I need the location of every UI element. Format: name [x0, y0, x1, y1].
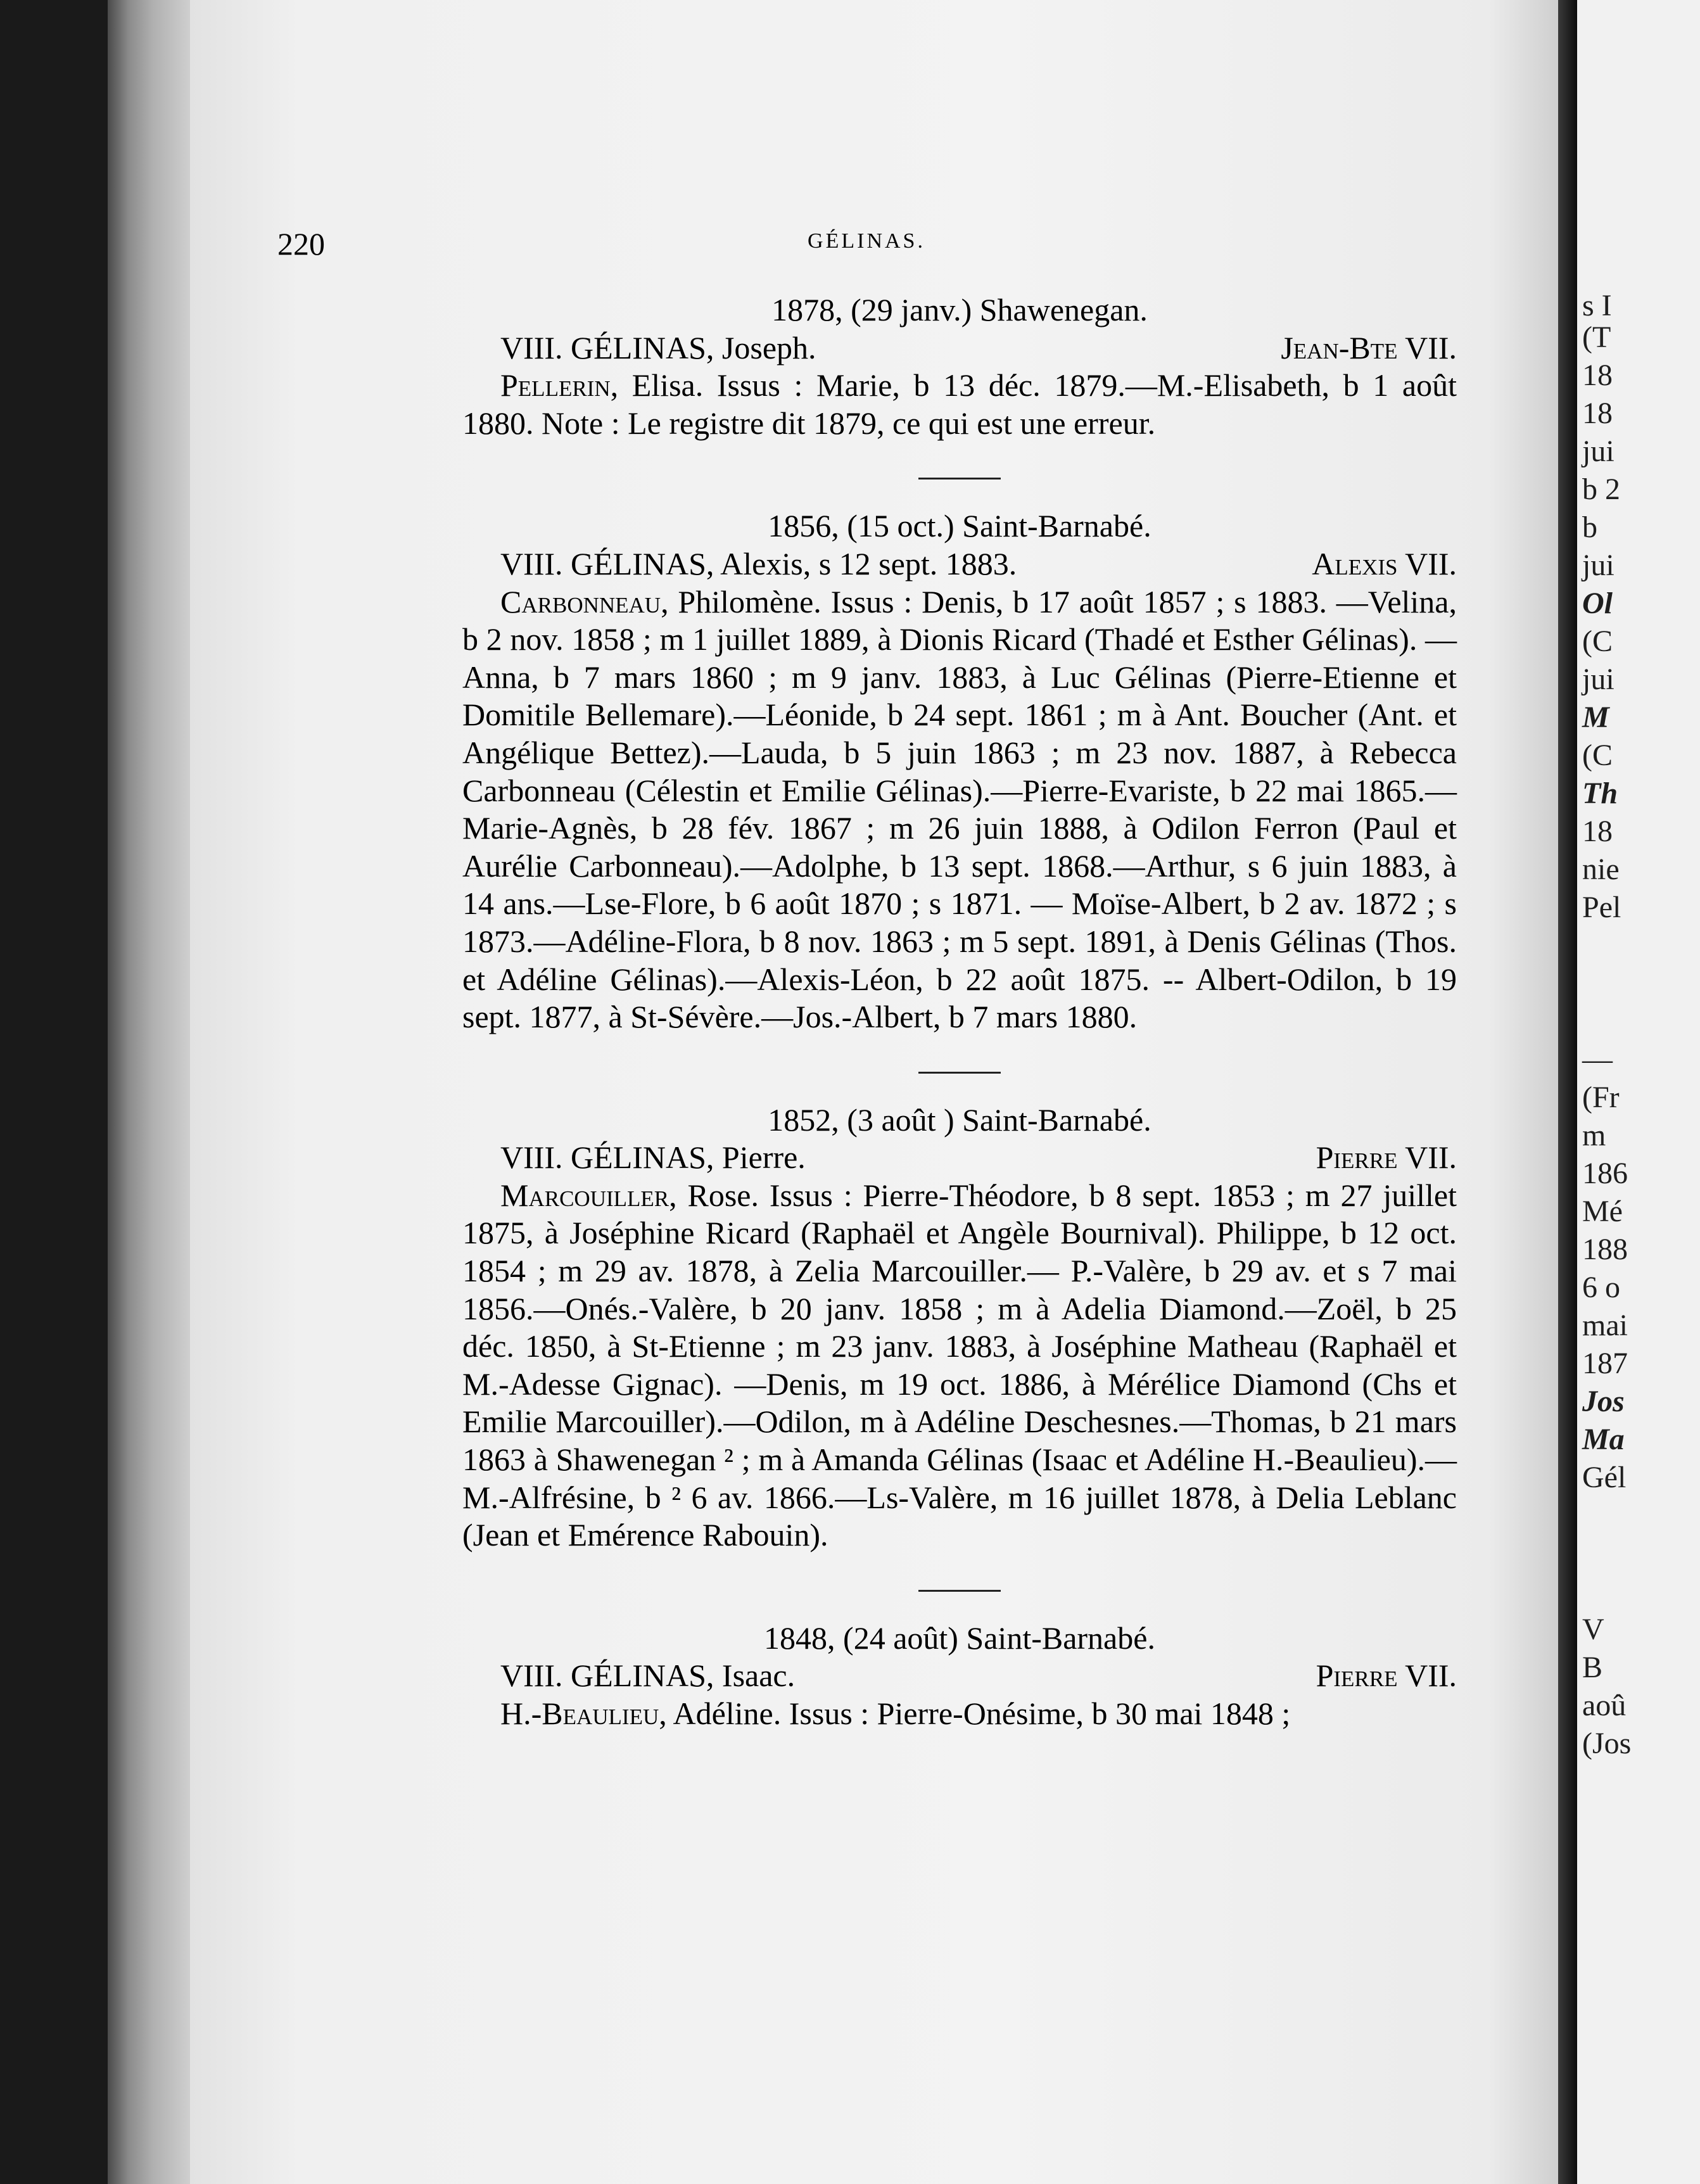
entry-text: Elisa. Issus : Marie, b 13 déc. 1879.—M.-Elisabeth, b 1 août 1880. Note : Le registre dit 1879, ce qui est une erreur. [462, 367, 1457, 441]
marriage-date-place: 1878, (29 janv.) Shawenegan. [771, 292, 1148, 327]
facing-page-text: 18 [1582, 815, 1613, 848]
facing-page-text: 188 [1582, 1233, 1628, 1266]
facing-page-text: M [1582, 701, 1609, 734]
father-reference: Alexis VII. [1312, 545, 1457, 581]
facing-page-fragment [1577, 0, 1700, 2184]
facing-page-text: (Fr [1582, 1081, 1620, 1114]
facing-page-text: m [1582, 1119, 1606, 1152]
facing-page-text: 18 [1582, 397, 1613, 430]
marriage-date-place: 1848, (24 août) Saint-Barnabé. [764, 1620, 1155, 1656]
marriage-entry [462, 507, 1457, 1036]
subject-name: VIII. GÉLINAS, Alexis, s 12 sept. 1883. [500, 545, 1017, 581]
spouse-surname: H.-Beaulieu, [500, 1696, 667, 1731]
facing-page-text: Mé [1582, 1195, 1623, 1228]
facing-page-text: (C [1582, 625, 1613, 658]
ancestry-line [462, 1139, 1457, 1177]
marriage-entry [462, 1102, 1457, 1554]
marriage-entry [462, 1620, 1457, 1733]
book-gutter [1558, 0, 1577, 2184]
facing-page-text: Pel [1582, 891, 1621, 924]
marriage-date-place: 1856, (15 oct.) Saint-Barnabé. [768, 508, 1151, 544]
facing-page-text: jui [1582, 435, 1614, 468]
facing-page-text: B [1582, 1651, 1603, 1684]
book-page-edges [108, 0, 190, 2184]
facing-page-text: V [1582, 1613, 1604, 1646]
marriage-entry [462, 291, 1457, 442]
entry-text: Philomène. Issus : Denis, b 17 août 1857 ; s 1883. —Velina, b 2 nov. 1858 ; m 1 juillet 1889, à Dionis Ricard (Thadé et Esther Gélinas). — Anna, b 7 mars 1860 ; m 9 janv. 1883, à Luc Gélinas (Pierre-Etienne et Domitile Bellemare).—Léonide, b 24 sept. 1861 ; m à Ant. Boucher (Ant. et Angélique Bettez).—Lauda, b 5 juin 1863 ; m 23 nov. 1887, à Rebecca Carbonneau (Célestin et Emilie Gélinas).—Pierre-Evariste, b 22 mai 1865.—Marie-Agnès, b 28 fév. 1867 ; m 26 juin 1888, à Odilon Ferron (Paul et Aurélie Carbonneau).—Adolphe, b 13 sept. 1868.—Arthur, s 6 juin 1883, à 14 ans.—Lse-Flore, b 6 août 1870 ; s 1871. — Moïse-Albert, b 2 av. 1872 ; s 1873.—Adéline-Flora, b 8 nov. 1863 ; m 5 sept. 1891, à Denis Gélinas (Thos. et Adéline Gélinas).—Alexis-Léon, b 22 août 1875. -- Albert-Odilon, b 19 sept. 1877, à St-Sévère.—Jos.-Albert, b 7 mars 1880. [462, 583, 1457, 1035]
facing-page-text: (C [1582, 739, 1613, 772]
entry-text: Adéline. Issus : Pierre-Onésime, b 30 mai 1848 ; [666, 1696, 1291, 1731]
page-number: 220 [277, 226, 325, 262]
facing-page-text: Th [1582, 777, 1618, 810]
separator-rule [918, 478, 1001, 479]
facing-page-text: b [1582, 511, 1597, 544]
running-head [277, 225, 1456, 263]
spouse-and-issue [462, 583, 1457, 1036]
facing-page-text: 18 [1582, 359, 1613, 392]
marriage-date-place: 1852, (3 août ) Saint-Barnabé. [768, 1102, 1151, 1138]
spouse-surname: Marcouiller, [500, 1177, 677, 1213]
spouse-and-issue [462, 1695, 1457, 1733]
ancestry-line [462, 329, 1457, 367]
facing-page-text: Ma [1582, 1423, 1625, 1456]
ancestry-line [462, 545, 1457, 583]
facing-page-text: Gél [1582, 1461, 1627, 1494]
running-title: GÉLINAS. [808, 229, 925, 253]
subject-name: VIII. GÉLINAS, Isaac. [500, 1658, 796, 1694]
facing-page-text: jui [1582, 663, 1614, 696]
facing-page-text: (T [1582, 321, 1611, 354]
genealogy-text [462, 291, 1457, 1733]
father-reference: Pierre VII. [1316, 1140, 1457, 1176]
father-reference: Pierre VII. [1316, 1658, 1457, 1694]
facing-page-text: Jos [1582, 1385, 1625, 1418]
facing-page-text: s I [1582, 289, 1612, 322]
facing-page-text: mai [1582, 1309, 1628, 1342]
separator-rule [918, 1590, 1001, 1592]
spouse-surname: Carbonneau, [500, 583, 669, 619]
facing-page-text: aoû [1582, 1689, 1627, 1722]
facing-page-text: 6 o [1582, 1271, 1620, 1304]
spouse-and-issue [462, 367, 1457, 442]
father-reference: Jean-Bte VII. [1281, 329, 1457, 365]
facing-page-text: jui [1582, 549, 1614, 582]
spouse-and-issue [462, 1177, 1457, 1554]
subject-name: VIII. GÉLINAS, Pierre. [500, 1140, 806, 1176]
facing-page-text: 186 [1582, 1157, 1628, 1190]
facing-page-text: b 2 [1582, 473, 1620, 506]
facing-page-text: — [1582, 1043, 1613, 1076]
facing-page-text: 187 [1582, 1347, 1628, 1380]
facing-page-text: Ol [1582, 587, 1613, 620]
facing-page-text: nie [1582, 853, 1620, 886]
subject-name: VIII. GÉLINAS, Joseph. [500, 329, 816, 365]
separator-rule [918, 1072, 1001, 1074]
spouse-surname: Pellerin, [500, 367, 619, 403]
facing-page-text: (Jos [1582, 1727, 1632, 1760]
ancestry-line [462, 1657, 1457, 1695]
entry-text: Rose. Issus : Pierre-Théodore, b 8 sept. 1853 ; m 27 juillet 1875, à Joséphine Ricard (Raphaël et Angèle Bournival). Philippe, b 12 oct. 1854 ; m 29 av. 1878, à Zelia Marcouiller.— P.-Valère, b 29 av. et s 7 mai 1856.—Onés.-Valère, b 20 janv. 1858 ; m à Adelia Diamond.—Zoël, b 25 déc. 1850, à St-Etienne ; m 23 janv. 1883, à Joséphine Matheau (Raphaël et M.-Adesse Gignac). —Denis, m 19 oct. 1886, à Mérélice Diamond (Chs et Emilie Marcouiller).—Odilon, m à Adéline Deschesnes.—Thomas, b 21 mars 1863 à Shawenegan ² ; m à Amanda Gélinas (Isaac et Adéline H.-Beaulieu).—M.-Alfrésine, b ² 6 av. 1866.—Ls-Valère, m 16 juillet 1878, à Delia Leblanc (Jean et Emérence Rabouin). [462, 1177, 1457, 1553]
